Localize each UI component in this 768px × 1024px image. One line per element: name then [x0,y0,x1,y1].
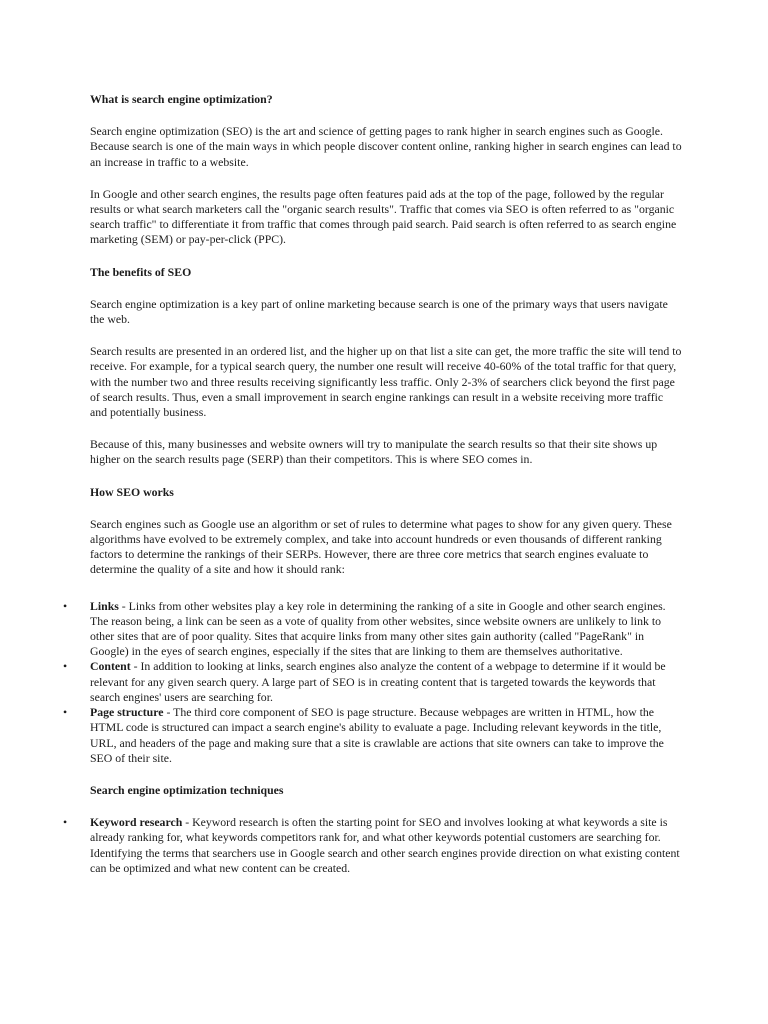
paragraph: Search engine optimization (SEO) is the art and science of getting pages to rank higher in search engines such as Google. Because search is one of the main ways in which people discover content online, ranking higher in search engines can lead to an increase in traffic to a website. [90,124,682,169]
list-item [63,659,682,705]
list-item-text: - The third core component of SEO is page structure. Because webpages are written in HTML, how the HTML code is structured can impact a search engine's ability to evaluate a page. Including relevant keywords in the title, URL, and headers of the page and making sure that a site is crawlable are actions that site owners can take to improve the SEO of their site. [90,705,664,765]
section-heading-what-is-seo: What is search engine optimization? [90,92,273,106]
bullet-icon: • [63,598,68,613]
list-item-text: - In addition to looking at links, search engines also analyze the content of a webpage to determine if it would be relevant for any given search query. A large part of SEO is in creating content that is targeted towards the keywords that search engines' users are searching for. [90,659,666,704]
paragraph: Search engine optimization is a key part of online marketing because search is one of the primary ways that users navigate the web. [90,296,668,327]
paragraph: Search engines such as Google use an algorithm or set of rules to determine what pages to show for any given query. These algorithms have evolved to be extremely complex, and take into account hundreds or even thousands of different ranking factors to determine the rankings of their SERPs. However, there are three core metrics that search engines evaluate to determine the quality of a site and how it should rank: [90,516,672,577]
list-item [63,705,682,766]
list-item-term: Links [90,598,119,613]
list-item-term: Content [90,659,131,674]
list-item [63,815,682,876]
bullet-list-techniques [63,815,682,876]
paragraph: Because of this, many businesses and website owners will try to manipulate the search results so that their site shows up higher on the search results page (SERP) than their competitors. This is where SEO comes in. [90,437,658,467]
bullet-list-core-metrics [63,599,682,766]
list-item-term: Keyword research [90,815,183,830]
list-item-text: - Links from other websites play a key role in determining the ranking of a site in Google and other search engines. The reason being, a link can be seen as a vote of quality from other websites, since website owners are unlikely to link to other sites that are of poor quality. Sites that acquire links from many other sites gain authority (called "PageRank" in Google) in the eyes of search engines, especially if the sites that are linking to them are themselves authoritative. [90,598,666,659]
list-item-text: - Keyword research is often the starting point for SEO and involves looking at what keywords a site is already ranking for, what keywords competitors rank for, and what other keywords potential customers are searching for. Identifying the terms that searchers use in Google search and other search engines provide direction on what existing content can be optimized and what new content can be created. [90,815,680,875]
list-item-term: Page structure [90,705,164,720]
bullet-icon: • [63,815,68,830]
bullet-icon: • [63,659,68,674]
paragraph: In Google and other search engines, the results page often features paid ads at the top of the page, followed by the regular results or what search marketers call the "organic search results". Traffic that comes via SEO is often referred to as "organic search traffic" to differentiate it from traffic that comes through paid search. Paid search is often referred to as search engine marketing (SEM) or pay-per-click (PPC). [90,186,677,247]
section-heading-how-seo-works: How SEO works [90,484,174,499]
section-heading-benefits: The benefits of SEO [90,264,192,279]
list-item [63,599,682,660]
paragraph: Search results are presented in an ordered list, and the higher up on that list a site can get, the more traffic the site will tend to receive. For example, for a typical search query, the number one result will receive 40-60% of the total traffic for that query, with the number two and three results receiving significantly less traffic. Only 2-3% of searchers click beyond the first page of search results. Thus, even a small improvement in search engine rankings can result in a website receiving more traffic and potentially business. [90,344,682,420]
document-body [63,92,682,893]
section-heading-seo-techniques: Search engine optimization techniques [90,782,284,797]
bullet-icon: • [63,705,68,720]
